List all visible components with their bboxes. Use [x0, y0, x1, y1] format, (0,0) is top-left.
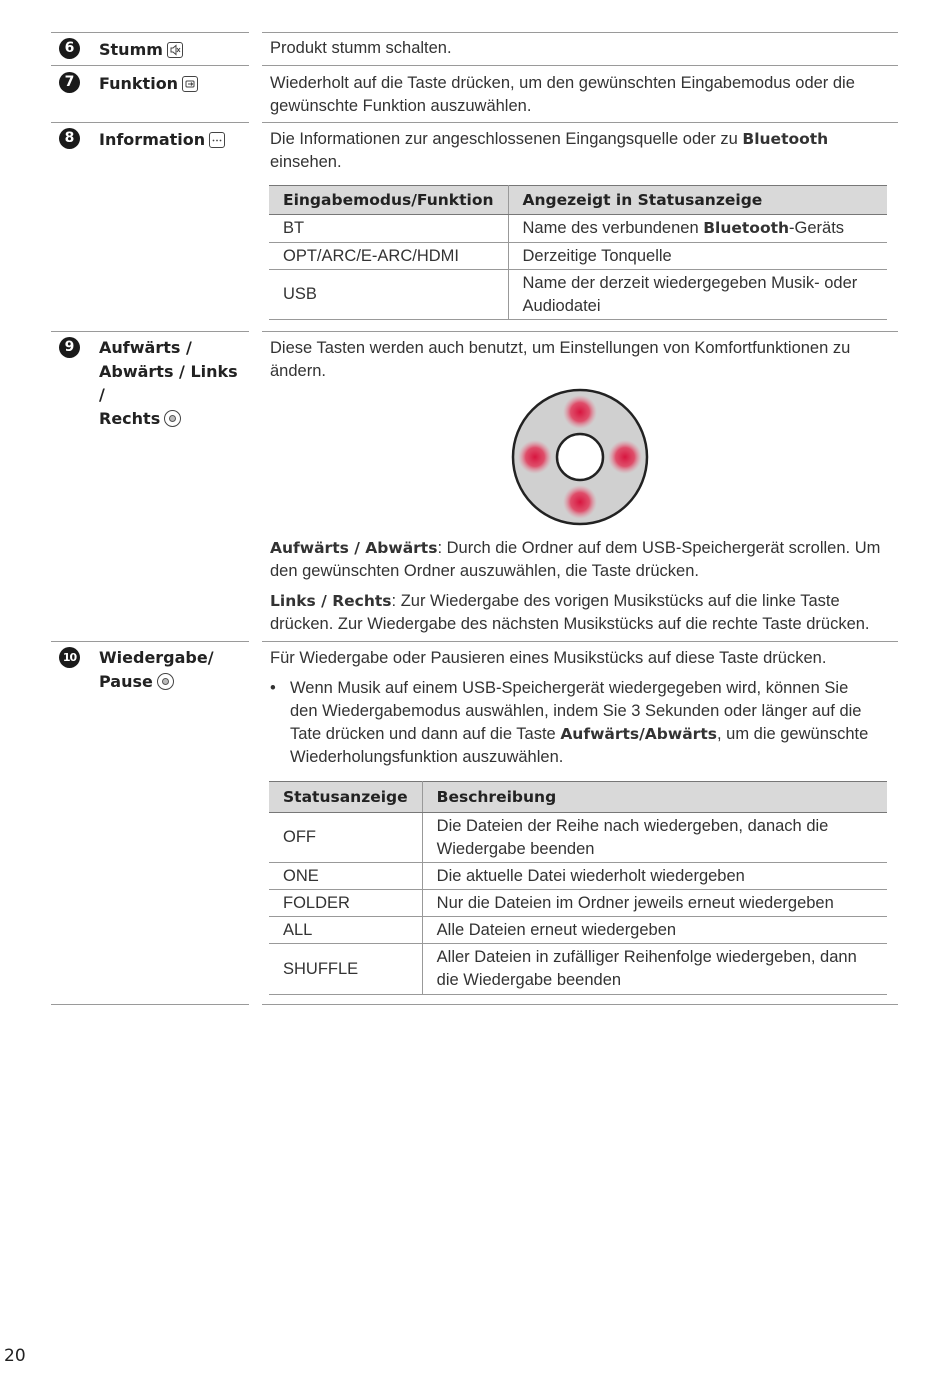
function-label-text: Funktion [99, 74, 179, 93]
information-desc-bold: Bluetooth [742, 130, 829, 148]
table-header-cell: Statusanzeige [269, 782, 422, 813]
up-down-paragraph [270, 537, 885, 583]
table-cell-display: Name der derzeit wiedergegeben Musik- oder Audiodatei [508, 270, 887, 320]
navigation-label-line-last [99, 407, 249, 431]
item-number-badge: 6 [59, 38, 80, 59]
table-row [269, 215, 887, 243]
rule-left-10 [51, 641, 249, 642]
mute-icon [167, 42, 183, 58]
cell-bold: Bluetooth [703, 219, 790, 237]
rule-left-9 [51, 331, 249, 332]
top-rule-right [262, 32, 898, 33]
table-row [269, 243, 887, 270]
table-cell-mode: OPT/ARC/E-ARC/HDMI [269, 243, 508, 270]
table-cell-status: ALL [269, 917, 422, 944]
information-label-text: Information [99, 130, 206, 149]
table-cell-status: OFF [269, 813, 422, 863]
top-rule-left [51, 32, 249, 33]
table-cell-description: Die Dateien der Reihe nach wiedergeben, danach die Wiedergabe beenden [422, 813, 887, 863]
table-row [269, 270, 887, 320]
rule-right-10 [262, 641, 898, 642]
table-cell-description: Nur die Dateien im Ordner jeweils erneut wiedergeben [422, 890, 887, 917]
navigation-wheel-icon [164, 410, 181, 427]
table-cell-status: ONE [269, 863, 422, 890]
rule-left-8 [51, 122, 249, 123]
table-row [269, 917, 887, 944]
bullet-text-post: , um die gewünschte Wiederholungsfunktion auszuwählen. [290, 725, 869, 766]
bottom-rule-right [262, 1004, 898, 1005]
play-pause-label-line: Pause [99, 671, 153, 691]
table-cell-mode: USB [269, 270, 508, 320]
function-icon [182, 76, 198, 92]
mute-label-text: Stumm [99, 40, 163, 59]
information-desc-post: einsehen. [270, 153, 342, 171]
table-row [269, 813, 887, 863]
cell-text: Name des verbundenen [522, 219, 704, 237]
rule-right-9 [262, 331, 898, 332]
item-number-badge: 8 [59, 128, 80, 149]
table-cell-status: FOLDER [269, 890, 422, 917]
info-dots-icon [209, 132, 225, 148]
bullet-text-pre: Wenn Musik auf einem USB-Speichergerät wiedergegeben wird, können Sie den Wiedergabemodus auswählen, indem Sie 3 Sekunden oder länger auf die Tate drücken und dann auf die Taste [290, 679, 862, 743]
play-pause-label [99, 646, 249, 693]
up-down-text: : Durch die Ordner auf dem USB-Speichergerät scrollen. Um den gewünschten Ordner auszuwählen, die Taste drücken. [270, 539, 881, 580]
information-label [99, 128, 249, 152]
table-cell-status: SHUFFLE [269, 944, 422, 995]
left-right-paragraph [270, 590, 885, 636]
rule-right-7 [262, 65, 898, 66]
information-description [270, 128, 885, 174]
play-pause-description: Für Wiedergabe oder Pausieren eines Musikstücks auf diese Taste drücken. [270, 649, 827, 667]
play-pause-icon [157, 673, 174, 690]
bullet-text [290, 677, 880, 769]
rule-right-8 [262, 122, 898, 123]
page-number: 20 [4, 1346, 26, 1366]
item-number-badge: 7 [59, 72, 80, 93]
table-cell-description: Alle Dateien erneut wiedergeben [422, 917, 887, 944]
bullet-text-bold: Aufwärts/Abwärts [560, 725, 717, 743]
navigation-label-line: Rechts [99, 408, 161, 428]
bullet-dot: • [270, 679, 276, 697]
item-number-badge: 10 [59, 647, 80, 668]
item-number-badge: 9 [59, 337, 80, 358]
table-header-cell: Eingabemodus/Funktion [269, 186, 508, 215]
table-cell-description: Die aktuelle Datei wiederholt wiedergeben [422, 863, 887, 890]
table-cell-display [508, 215, 887, 243]
table-cell-display: Derzeitige Tonquelle [508, 243, 887, 270]
information-desc-pre: Die Informationen zur angeschlossenen Eingangsquelle oder zu [270, 130, 743, 148]
table-row [269, 944, 887, 995]
table-cell-description: Aller Dateien in zufälliger Reihenfolge wiedergeben, dann die Wiedergabe beenden [422, 944, 887, 995]
navigation-label-line: Abwärts / Links / [99, 361, 238, 404]
navigation-wheel-illustration [510, 387, 650, 527]
function-label [99, 72, 249, 96]
table-row [269, 890, 887, 917]
input-mode-table [269, 185, 887, 320]
table-cell-mode: BT [269, 215, 508, 243]
table-header-cell: Beschreibung [422, 782, 887, 813]
navigation-label [99, 336, 249, 430]
left-right-bold: Links / Rechts [270, 592, 392, 610]
cell-text: -Geräts [789, 219, 845, 237]
function-description: Wiederholt auf die Taste drücken, um den gewünschten Eingabemodus oder die gewünschte Funktion auszuwählen. [270, 74, 855, 115]
table-header-cell: Angezeigt in Statusanzeige [508, 186, 887, 215]
up-down-bold: Aufwärts / Abwärts [270, 539, 438, 557]
table-header-row [269, 186, 887, 215]
play-pause-label-line-last [99, 670, 249, 694]
rule-left-7 [51, 65, 249, 66]
mute-description: Produkt stumm schalten. [270, 39, 452, 57]
repeat-mode-table [269, 781, 887, 995]
bottom-rule-left [51, 1004, 249, 1005]
left-right-text: : Zur Wiedergabe des vorigen Musikstücks auf die linke Taste drücken. Zur Wiedergabe des nächsten Musikstücks auf die rechte Taste drücken. [270, 592, 870, 633]
navigation-label-line: Aufwärts / [99, 338, 192, 357]
play-pause-label-line: Wiedergabe/ [99, 648, 214, 667]
table-row [269, 863, 887, 890]
table-header-row [269, 782, 887, 813]
navigation-description: Diese Tasten werden auch benutzt, um Einstellungen von Komfortfunktionen zu ändern. [270, 339, 851, 380]
mute-label [99, 38, 249, 62]
